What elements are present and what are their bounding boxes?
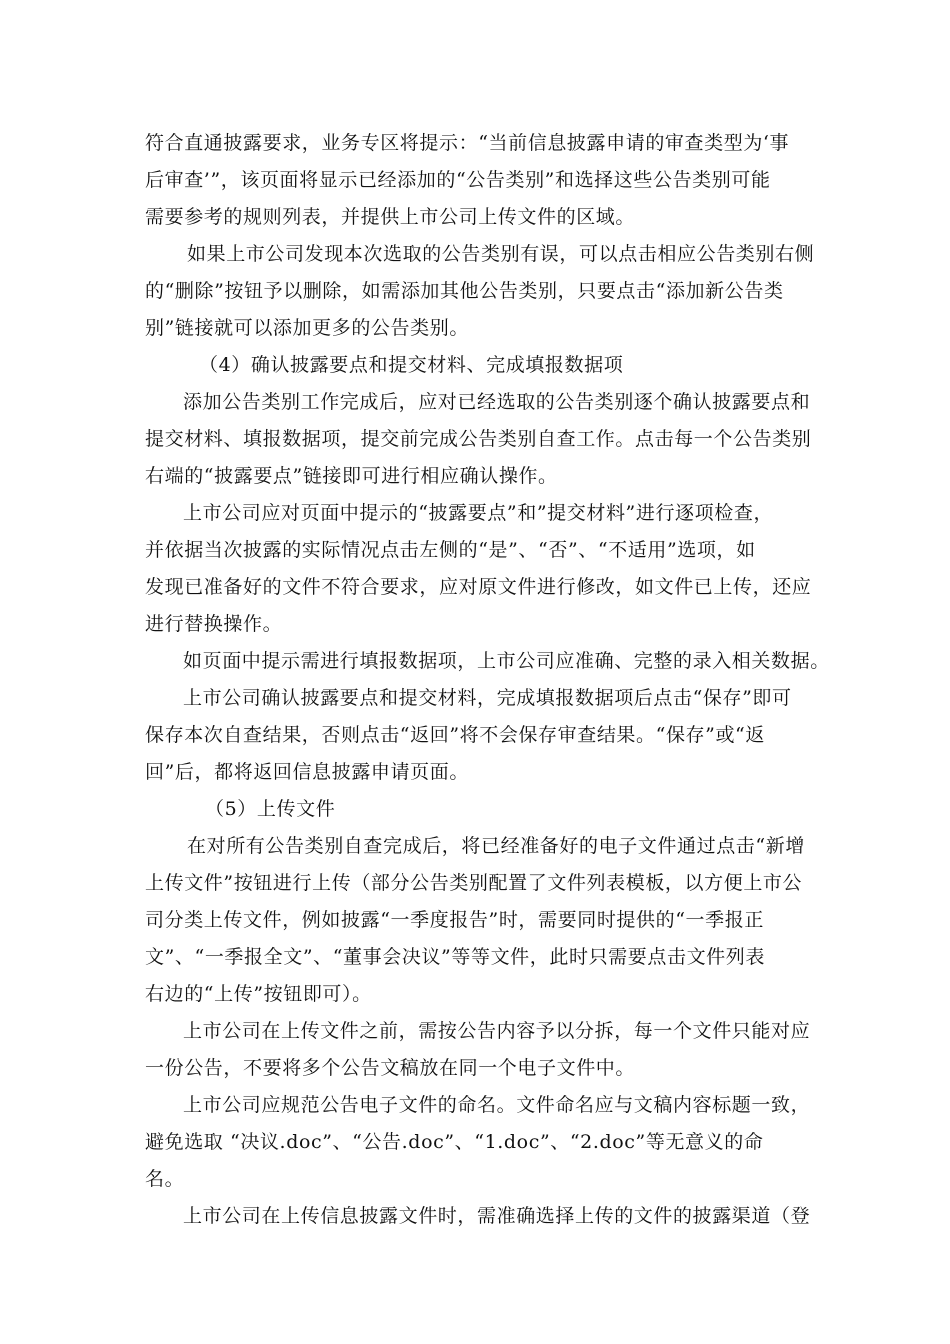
paragraph-line: 的“删除”按钮予以删除，如需添加其他公告类别，只要点击“添加新公告类 bbox=[145, 280, 784, 302]
paragraph-line: 符合直通披露要求，业务专区将提示：“当前信息披露申请的审查类型为‘事 bbox=[145, 132, 790, 154]
paragraph-line: 上市公司在上传信息披露文件时，需准确选择上传的文件的披露渠道（登 bbox=[183, 1205, 811, 1227]
paragraph-line: 保存本次自查结果，否则点击“返回”将不会保存审查结果。“保存”或“返 bbox=[145, 724, 765, 746]
paragraph-line: 避免选取 “决议.doc”、“公告.doc”、“1.doc”、“2.doc”等无意义的命 bbox=[145, 1131, 764, 1153]
paragraph-line: 如页面中提示需进行填报数据项，上市公司应准确、完整的录入相关数据。 bbox=[183, 650, 830, 672]
paragraph-line: 别”链接就可以添加更多的公告类别。 bbox=[145, 317, 469, 339]
paragraph-line: 一份公告，不要将多个公告文稿放在同一个电子文件中。 bbox=[145, 1057, 636, 1079]
section-heading-4: （4）确认披露要点和提交材料、完成填报数据项 bbox=[199, 354, 624, 376]
paragraph-line: 如果上市公司发现本次选取的公告类别有误，可以点击相应公告类别右侧 bbox=[187, 243, 815, 265]
paragraph-line: 并依据当次披露的实际情况点击左侧的“是”、“否”、“不适用”选项，如 bbox=[145, 539, 756, 561]
paragraph-line: 文”、“一季报全文”、“董事会决议”等等文件，此时只需要点击文件列表 bbox=[145, 946, 765, 968]
document-body bbox=[145, 125, 830, 1235]
section-heading-5: （5）上传文件 bbox=[205, 798, 336, 820]
paragraph-line: 上市公司确认披露要点和提交材料，完成填报数据项后点击“保存”即可 bbox=[183, 687, 792, 709]
paragraph-line: 司分类上传文件，例如披露“一季度报告”时，需要同时提供的“一季报正 bbox=[145, 909, 764, 931]
paragraph-line: 后审查’”，该页面将显示已经添加的“公告类别”和选择这些公告类别可能 bbox=[145, 169, 771, 191]
paragraph-line: 回”后，都将返回信息披露申请页面。 bbox=[145, 761, 469, 783]
paragraph-line: 添加公告类别工作完成后，应对已经选取的公告类别逐个确认披露要点和 bbox=[183, 391, 811, 413]
paragraph-line: 上市公司应对页面中提示的“披露要点”和”提交材料”进行逐项检查， bbox=[183, 502, 774, 524]
paragraph-line: 发现已准备好的文件不符合要求，应对原文件进行修改，如文件已上传，还应 bbox=[145, 576, 812, 598]
paragraph-line: 右端的“披露要点”链接即可进行相应确认操作。 bbox=[145, 465, 558, 487]
paragraph-line: 在对所有公告类别自查完成后，将已经准备好的电子文件通过点击“新增 bbox=[187, 835, 805, 857]
paragraph-line: 提交材料、填报数据项，提交前完成公告类别自查工作。点击每一个公告类别 bbox=[145, 428, 812, 450]
paragraph-line: 上传文件”按钮进行上传（部分公告类别配置了文件列表模板，以方便上市公 bbox=[145, 872, 803, 894]
paragraph-line: 名。 bbox=[145, 1168, 185, 1190]
paragraph-line: 需要参考的规则列表，并提供上市公司上传文件的区域。 bbox=[145, 206, 636, 228]
paragraph-line: 进行替换操作。 bbox=[145, 613, 283, 635]
paragraph-line: 右边的“上传”按钮即可）。 bbox=[145, 983, 372, 1005]
paragraph-line: 上市公司应规范公告电子文件的命名。文件命名应与文稿内容标题一致， bbox=[183, 1094, 811, 1116]
paragraph-line: 上市公司在上传文件之前，需按公告内容予以分拆，每一个文件只能对应 bbox=[183, 1020, 811, 1042]
